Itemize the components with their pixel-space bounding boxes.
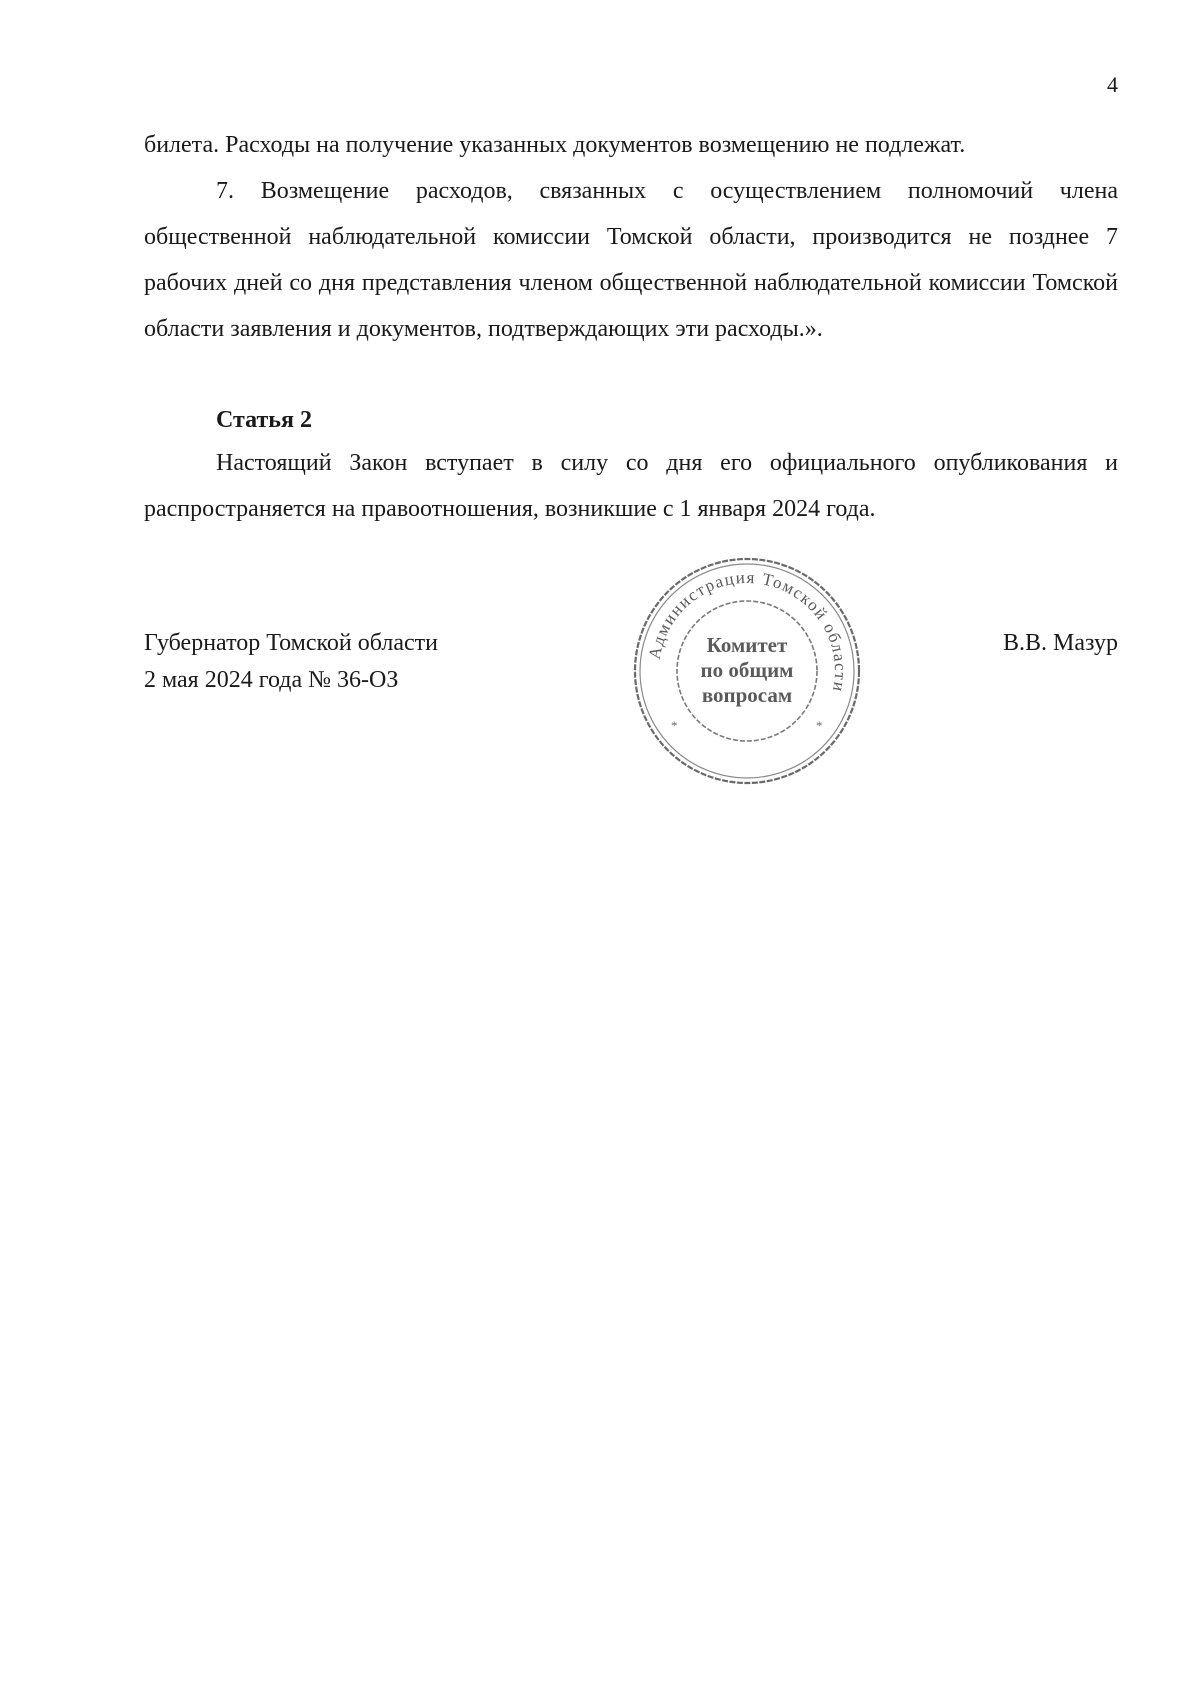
svg-text:*: * <box>671 718 678 733</box>
article-heading: Статья 2 <box>216 407 312 433</box>
stamp-line-1: Комитет <box>706 633 788 657</box>
stamp-line-2: по общим <box>700 658 794 682</box>
page-number: 4 <box>1107 72 1118 97</box>
official-stamp <box>628 552 866 790</box>
signatory-name: В.В. Мазур <box>1003 630 1118 656</box>
body-text <box>144 122 1118 352</box>
law-date-number: 2 мая 2024 года № 36-ОЗ <box>144 667 399 693</box>
svg-text:*: * <box>816 718 823 733</box>
paragraph-continuation: билета. Расходы на получение указанных документов возмещению не подлежат. <box>144 132 966 158</box>
paragraph-item-7: 7. Возмещение расходов, связанных с осуществлением полномочий члена общественной наблюдательной комиссии Томской области, производится не позднее 7 рабочих дней со дня представления членом общественной наблюдательной комиссии Томской области заявления и документов, подтверждающих эти расходы.». <box>144 178 1118 342</box>
article-body <box>144 440 1118 532</box>
stamp-ring-text: Администрация Томской области <box>644 567 851 695</box>
signature-block <box>144 625 438 699</box>
article-paragraph: Настоящий Закон вступает в силу со дня его официального опубликования и распространяется на правоотношения, возникшие с 1 января 2024 года. <box>144 450 1118 522</box>
signatory-position: Губернатор Томской области <box>144 630 438 656</box>
stamp-line-3: вопросам <box>701 683 793 707</box>
stamp-seal-icon <box>628 552 866 790</box>
